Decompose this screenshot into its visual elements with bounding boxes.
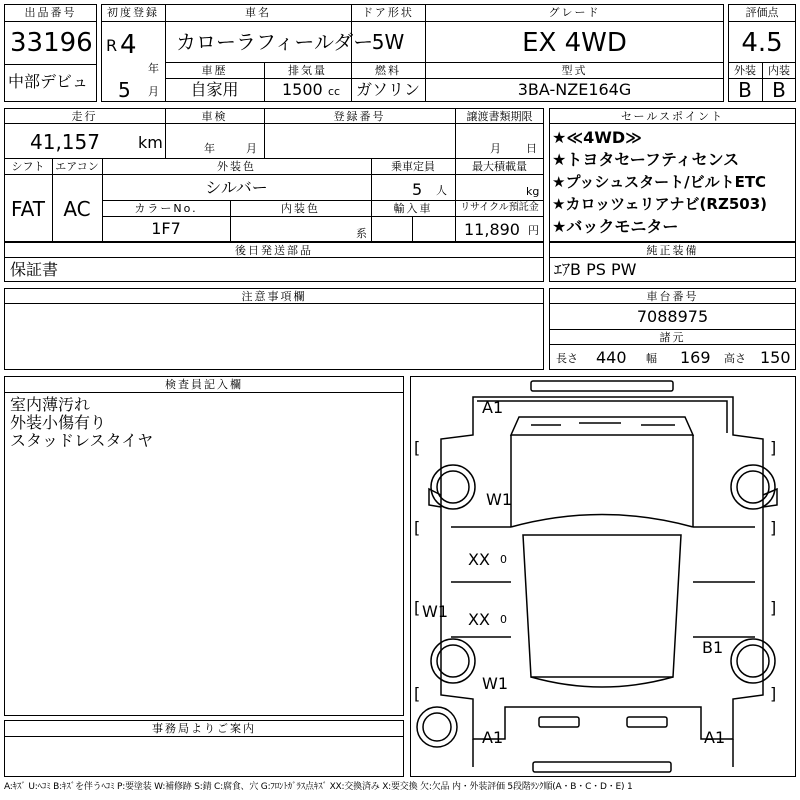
recycle-unit: 円	[528, 224, 539, 237]
fuel-label: 燃料	[375, 64, 401, 77]
color-no: 1F7	[151, 219, 181, 238]
damage-mark-left-rear: W1	[482, 674, 508, 693]
inspection-month-unit: 月	[246, 142, 257, 155]
first-reg-label: 初度登録	[107, 6, 159, 19]
inspection-year-unit: 年	[204, 142, 215, 155]
year-unit: 年	[148, 62, 159, 75]
damage-mark-left-rear-door: XX	[468, 610, 490, 629]
later-parts-label: 後日発送部品	[235, 244, 313, 257]
capacity: 5	[412, 180, 423, 199]
sales-points-label: セールスポイント	[620, 110, 724, 123]
recycle-label: リサイクル預託金	[460, 202, 539, 213]
displacement-unit: cc	[328, 85, 341, 98]
bracket-open-icon: [	[414, 438, 421, 457]
exterior-label: 外装	[734, 64, 756, 77]
load-label: 最大積載量	[472, 160, 527, 173]
damage-mark-left-front: W1	[486, 490, 512, 509]
ac: AC	[63, 197, 91, 221]
damage-mark-right-rear: B1	[702, 638, 724, 657]
recycle-fee: 11,890	[464, 220, 520, 239]
sales-point-item: ★プッシュスタート/ビルトETC	[552, 173, 767, 191]
grade: EX 4WD	[522, 28, 627, 58]
month-unit: 月	[148, 85, 159, 98]
score-label: 評価点	[745, 6, 779, 19]
displacement-label: 排気量	[288, 64, 327, 77]
history: 自家用	[190, 80, 239, 99]
score: 4.5	[741, 28, 783, 58]
sales-point-item: ★≪4WD≫	[552, 128, 642, 147]
inspector-note: スタッドレスタイヤ	[10, 431, 154, 450]
model-code: 3BA-NZE164G	[517, 80, 632, 99]
sales-point-item: ★バックモニター	[552, 217, 679, 236]
width-label: 幅	[646, 352, 657, 365]
inspection-label: 車検	[201, 110, 228, 123]
damage-mark-rear-right: A1	[704, 728, 726, 747]
bracket-open-icon: [	[414, 684, 421, 703]
damage-legend: A:ｷｽﾞ U:ﾍｺﾐ B:ｷｽﾞを伴うﾍｺﾐ P:要塗装 W:補修跡 S:錆 C:腐食、穴 G:ﾌﾛﾝﾄｶﾞﾗｽ点ｷｽﾞ XX:交換済み X:要交換 欠:欠品 内・外装評価 5段階ﾗﾝｸ順(A・B・C・D・E) 1	[4, 782, 633, 792]
damage-mark-left-door: XX	[468, 550, 490, 569]
era-letter: R	[106, 36, 118, 55]
damage-mark-rear-left: A1	[482, 728, 504, 747]
exterior-grade: B	[738, 78, 752, 102]
height-label: 高さ	[724, 352, 746, 365]
car-damage-diagram	[411, 377, 795, 776]
car-name: カローラフィールダー	[176, 30, 374, 54]
lot-label: 出品番号	[24, 6, 77, 19]
inspector-note: 室内薄汚れ	[10, 395, 91, 414]
capacity-unit: 人	[436, 184, 447, 197]
interior-color-unit: 系	[356, 227, 367, 240]
genuine-value: ｴｱB PS PW	[554, 260, 637, 279]
dimensions-label: 諸元	[659, 331, 686, 344]
later-parts-value: 保証書	[10, 260, 59, 279]
car-name-label: 車名	[245, 6, 271, 19]
door-type: 5W	[371, 30, 405, 54]
color-no-label: カラーNo.	[134, 202, 198, 215]
shift-label: シフト	[11, 160, 45, 173]
bracket-open-icon: [	[414, 518, 421, 537]
bracket-close-icon: ]	[770, 518, 777, 537]
history-label: 車歴	[201, 64, 228, 77]
length-value: 440	[596, 348, 627, 367]
model-label: 型式	[561, 64, 588, 77]
transfer-label: 譲渡書類期限	[466, 110, 533, 123]
office-label: 事務局よりご案内	[152, 722, 256, 735]
reg-month: 5	[118, 78, 131, 102]
damage-mark-left-door-val: 0	[500, 553, 507, 566]
interior-color-label: 内装色	[281, 202, 320, 215]
notes-label: 注意事項欄	[241, 290, 307, 303]
bracket-close-icon: ]	[770, 684, 777, 703]
damage-mark-left-side: W1	[422, 602, 448, 621]
info-box	[4, 108, 544, 242]
bracket-open-icon: [	[414, 598, 421, 617]
import-label: 輸入車	[393, 202, 433, 215]
transfer-month-unit: 月	[490, 142, 501, 155]
chassis-label: 車台番号	[646, 290, 699, 303]
load-unit: kg	[526, 185, 540, 198]
transfer-day-unit: 日	[526, 142, 537, 155]
mileage: 41,157	[30, 130, 100, 154]
interior-label: 内装	[768, 64, 790, 77]
inspector-note: 外装小傷有り	[10, 413, 107, 432]
debut-label: 中部デビュ	[8, 72, 89, 91]
reg-no-label: 登録番号	[333, 110, 386, 123]
damage-mark-left-rear-door-val: 0	[500, 613, 507, 626]
mileage-unit: km	[138, 133, 163, 152]
color-label: 外装色	[217, 160, 256, 173]
lot-number: 33196	[10, 28, 93, 58]
interior-grade: B	[772, 78, 786, 102]
inspector-label: 検査員記入欄	[165, 378, 243, 391]
capacity-label: 乗車定員	[391, 160, 435, 173]
ac-label: エアコン	[55, 160, 99, 173]
genuine-label: 純正装備	[646, 244, 699, 257]
shift: FAT	[10, 197, 45, 221]
sales-point-item: ★トヨタセーフティセンス	[552, 150, 740, 169]
mileage-label: 走行	[71, 110, 98, 123]
width-value: 169	[680, 348, 711, 367]
length-label: 長さ	[556, 352, 578, 365]
color: シルバー	[205, 178, 268, 197]
damage-mark-front: A1	[482, 398, 504, 417]
height-value: 150	[760, 348, 791, 367]
reg-year: 4	[120, 30, 137, 60]
grade-label: グレード	[548, 6, 601, 19]
chassis-number: 7088975	[636, 307, 709, 326]
fuel: ガソリン	[355, 80, 420, 99]
bracket-close-icon: ]	[770, 598, 777, 617]
door-label: ドア形状	[362, 6, 414, 19]
displacement: 1500	[282, 80, 323, 99]
bracket-close-icon: ]	[770, 438, 777, 457]
sales-point-item: ★カロッツェリアナビ(RZ503)	[552, 195, 767, 213]
